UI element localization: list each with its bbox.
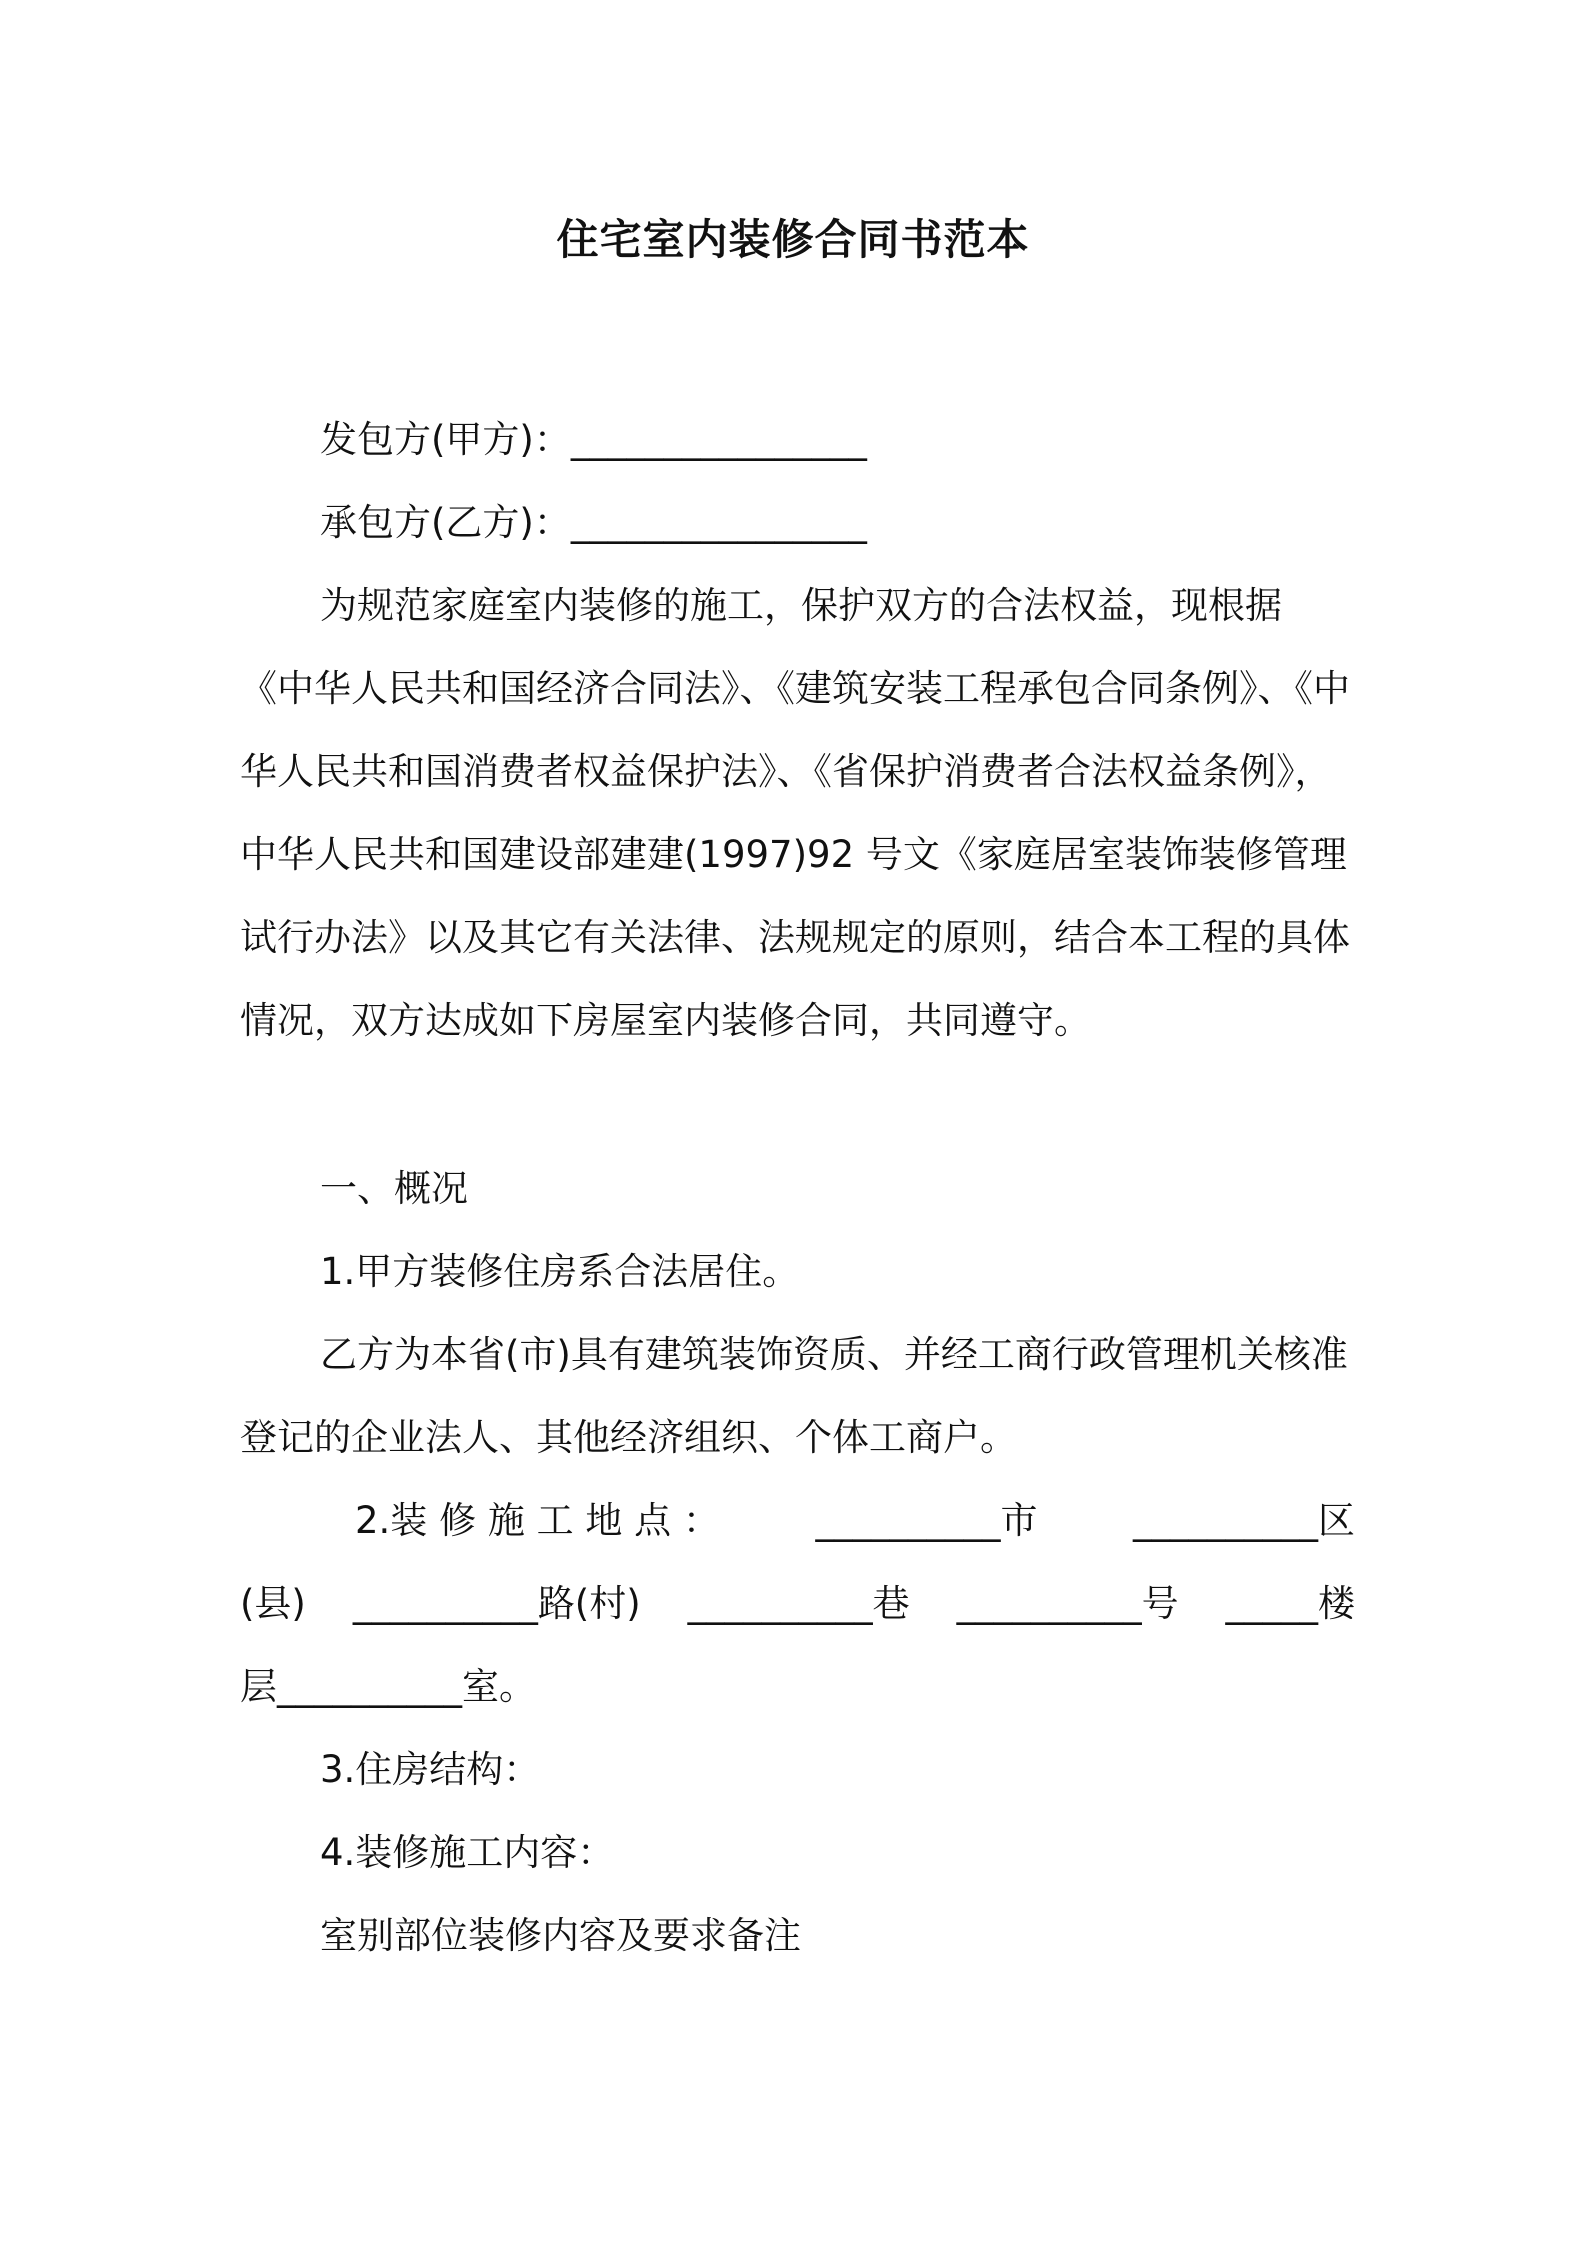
- item-4: 4.装修施工内容：: [320, 1831, 615, 1874]
- address-road-blank: __________路(村): [352, 1582, 641, 1625]
- party-b-line: 承包方(乙方)：________________: [320, 501, 867, 544]
- item-1: 1.甲方装修住房系合法居住。: [320, 1250, 800, 1293]
- item-2-address: [240, 1479, 1355, 1728]
- item-1-continuation: 乙方为本省(市)具有建筑装饰资质、并经工商行政管理机关核准登记的企业法人、其他经济组织、个体工商户。: [240, 1333, 1348, 1459]
- document-title: 住宅室内装修合同书范本: [556, 215, 1030, 264]
- address-building-blank: _____楼: [1225, 1582, 1355, 1625]
- address-city-blank: __________市: [815, 1499, 1038, 1542]
- address-floor-room-blank: 层__________室。: [240, 1665, 536, 1708]
- table-header-text: 室别部位装修内容及要求备注: [320, 1914, 801, 1957]
- address-line-2: [240, 1562, 1355, 1645]
- address-line-1: [240, 1479, 1355, 1562]
- address-number-blank: __________号: [956, 1582, 1179, 1625]
- preamble-paragraph: 为规范家庭室内装修的施工，保护双方的合法权益，现根据《中华人民共和国经济合同法》、《建筑安装工程承包合同条例》、《中华人民共和国消费者权益保护法》、《省保护消费者合法权益条例》，中华人民共和国建设部建建(1997)92 号文《家庭居室装饰装修管理试行办法》以及其它有关法律、法规规定的原则，结合本工程的具体情况，双方达成如下房屋室内装修合同，共同遵守。: [240, 584, 1350, 1042]
- item-2-label: 2.装 修 施 工 地 点 ：: [355, 1499, 720, 1542]
- address-district-blank: __________区: [1133, 1499, 1355, 1542]
- item-3: 3.住房结构：: [320, 1748, 541, 1791]
- address-line-3: [240, 1645, 1355, 1728]
- address-lane-blank: __________巷: [687, 1582, 910, 1625]
- section-1-heading: 一、概况: [320, 1167, 468, 1210]
- party-a-line: 发包方(甲方)：________________: [320, 418, 867, 461]
- address-county-label: (县): [240, 1582, 306, 1625]
